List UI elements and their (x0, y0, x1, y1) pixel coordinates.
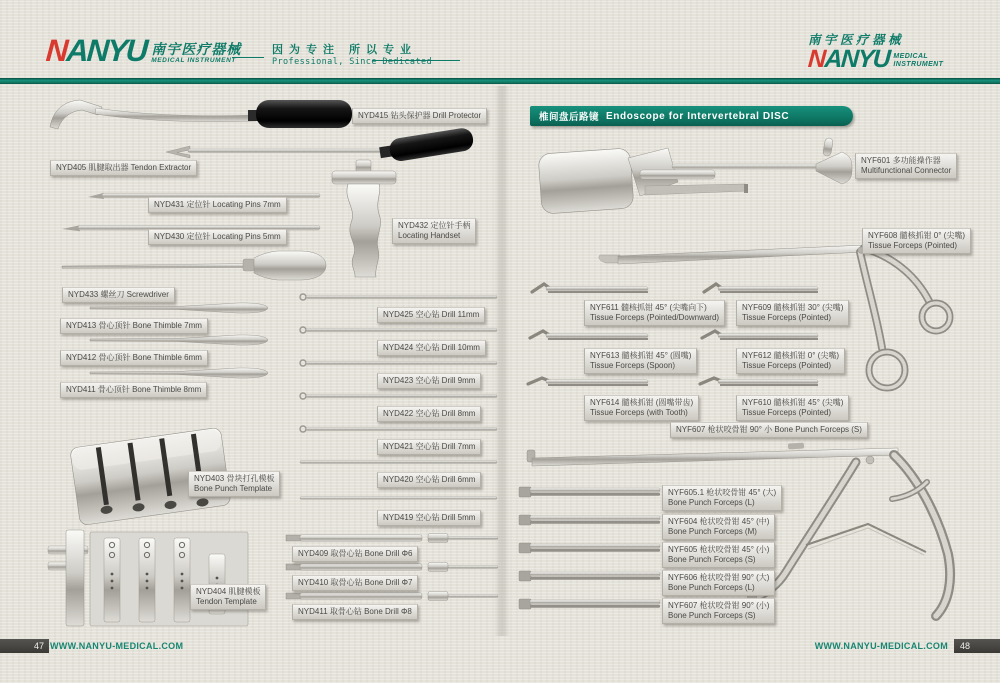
hollow-drill-9mm-instrument (300, 360, 497, 366)
label-nyd430: NYD430 定位针 Locating Pins 5mm (148, 229, 287, 245)
brand-sub1: MEDICAL (893, 53, 929, 60)
hollow-drill-6mm-instrument (300, 460, 497, 463)
drill-protector-instrument (50, 100, 352, 129)
label-line1: NYF605.1 枪状咬骨钳 45° (大) (668, 488, 777, 497)
bone-punch-shaft (519, 487, 660, 497)
bone-punch-shaft (519, 599, 660, 609)
label-line2: Bone Punch Template (194, 484, 273, 493)
hollow-drill-10mm-instrument (300, 327, 497, 333)
label-line2: Tendon Template (196, 597, 257, 606)
label-line2: Multifunctional Connector (861, 166, 952, 175)
label-nyf611 (584, 300, 725, 326)
label-line1: NYF612 髓核抓钳 0° (尖嘴) (742, 351, 839, 360)
website-right: WWW.NANYU-MEDICAL.COM (814, 641, 948, 651)
brand-sub2: INSTRUMENT (893, 61, 944, 68)
label-line1: NYF606 枪状咬骨钳 90° (大) (668, 573, 770, 582)
banner-chinese: 椎间盘后路镜 (539, 112, 600, 123)
section-banner (530, 106, 853, 126)
label-nyf609 (736, 300, 849, 326)
label-line2: Bone Punch Forceps (M) (668, 527, 757, 536)
hollow-drill-7mm-instrument (300, 426, 497, 432)
label-nyd405: NYD405 肌腱取出器 Tendon Extractor (50, 160, 197, 176)
label-line1: NYF610 髓核抓钳 45° (尖嘴) (742, 398, 844, 407)
label-nyd422: NYD422 空心钻 Drill 8mm (377, 406, 481, 422)
label-nyd409: NYD409 取骨心钻 Bone Drill Φ6 (292, 546, 418, 562)
label-nyd423: NYD423 空心钻 Drill 9mm (377, 373, 481, 389)
label-nyf613 (584, 348, 697, 374)
tissue-forceps-tip (702, 331, 818, 340)
brand-first-letter: N (44, 33, 68, 68)
label-line1: NYF611 髓核抓钳 45° (尖嘴向下) (590, 303, 707, 312)
label-line2: Bone Punch Forceps (S) (668, 611, 756, 620)
bone-punch-shaft (519, 571, 660, 581)
label-line1: NYF605 枪状咬骨钳 45° (小) (668, 545, 770, 554)
hollow-drill-11mm-instrument (300, 294, 497, 300)
locating-handset-instrument (332, 160, 396, 277)
label-line2: Bone Punch Forceps (L) (668, 498, 755, 507)
label-nyd420: NYD420 空心钻 Drill 6mm (377, 472, 481, 488)
tissue-forceps-tip (532, 284, 648, 293)
bone-drill-6-instrument (286, 534, 498, 543)
bone-drill-8-instrument (286, 592, 498, 601)
label-nyd413: NYD413 骨心顶针 Bone Thimble 7mm (60, 318, 208, 334)
label-nyf607-s: NYF607 枪状咬骨钳 90° 小 Bone Punch Forceps (S) (670, 422, 868, 438)
label-nyf610 (736, 395, 849, 421)
brand-rest: ANYU (65, 33, 148, 68)
label-line1: NYD404 肌腱模板 (196, 587, 261, 596)
label-nyd411: NYD411 骨心顶针 Bone Thimble 8mm (60, 382, 207, 398)
brand-rest-right: ANYU (823, 45, 891, 73)
label-nyd424: NYD424 空心钻 Drill 10mm (377, 340, 486, 356)
label-nyd432 (392, 218, 476, 244)
label-nyd433: NYD433 螺丝刀 Screwdriver (62, 287, 175, 303)
label-nyf608 (862, 228, 971, 254)
brand-first-letter-right: N (807, 45, 826, 73)
label-nyd425: NYD425 空心钻 Drill 11mm (377, 307, 485, 323)
brand-chinese: 南宇医疗器械 (151, 41, 242, 57)
label-line1: NYD403 骨块打孔模板 (194, 474, 275, 483)
banner-english: Endoscope for Intervertebral DISC (606, 110, 790, 122)
tissue-forceps-tip (528, 378, 648, 386)
tissue-forceps-tip (700, 378, 818, 386)
label-nyd431: NYD431 定位针 Locating Pins 7mm (148, 197, 287, 213)
label-nyf601 (855, 153, 957, 179)
label-line1: NYF608 髓核抓钳 0° (尖嘴) (868, 231, 965, 240)
screwdriver-instrument (62, 251, 326, 280)
label-line1: NYF614 髓核抓钳 (圆嘴带齿) (590, 398, 694, 407)
label-nyf604 (662, 514, 775, 540)
label-nyf605 (662, 542, 775, 568)
hollow-drill-5mm-instrument (300, 497, 497, 500)
label-line1: NYF613 髓核抓钳 45° (圆嘴) (590, 351, 692, 360)
label-nyf607-b (662, 598, 775, 624)
tagline-english: Professional, Since Dedicated (272, 57, 433, 67)
label-line1: NYF607 枪状咬骨钳 90° (小) (668, 601, 770, 610)
bone-punch-shaft (519, 515, 660, 525)
multifunctional-connector-instrument (538, 137, 852, 214)
label-nyf605-1 (662, 485, 782, 511)
brand-subtitle: MEDICAL INSTRUMENT (151, 57, 236, 64)
label-line2: Bone Punch Forceps (L) (668, 583, 755, 592)
label-line2: Bone Punch Forceps (S) (668, 555, 756, 564)
bone-thimble-6mm-instrument (90, 335, 268, 345)
tissue-forceps-tip (530, 331, 648, 340)
label-line2: Tissue Forceps (Spoon) (590, 361, 676, 370)
label-nyd410: NYD410 取骨心钻 Bone Drill Φ7 (292, 575, 418, 591)
tagline-chinese: 因为专注 所以专业 (272, 44, 418, 56)
page-number-left: 47 (0, 639, 49, 653)
label-nyd421: NYD421 空心钻 Drill 7mm (377, 439, 481, 455)
label-line2: Tissue Forceps (Pointed) (868, 241, 958, 250)
label-line1: NYD432 定位针手柄 (398, 221, 471, 230)
label-nyd412: NYD412 骨心顶针 Bone Thimble 6mm (60, 350, 208, 366)
label-line1: NYF601 多功能操作器 (861, 156, 941, 165)
label-line1: NYF609 髓核抓钳 30° (尖嘴) (742, 303, 844, 312)
website-left: WWW.NANYU-MEDICAL.COM (50, 641, 184, 651)
label-nyd404 (190, 584, 266, 610)
tissue-forceps-tip (704, 284, 818, 293)
label-nyd403 (188, 471, 280, 497)
label-nyd415: NYD415 钻头保护器 Drill Protector (352, 108, 487, 124)
bone-drill-7-instrument (286, 563, 498, 572)
brand-chinese-right: 南宇医疗器械 (808, 33, 905, 47)
bone-thimble-7mm-instrument (90, 303, 268, 313)
label-nyf606 (662, 570, 775, 596)
label-line2: Tissue Forceps (Pointed) (742, 361, 832, 370)
label-line2: Tissue Forceps (Pointed) (742, 408, 832, 417)
label-nyd419: NYD419 空心钻 Drill 5mm (377, 510, 481, 526)
hollow-drill-8mm-instrument (300, 393, 497, 399)
page-number-right: 48 (954, 639, 1000, 653)
label-nyd411-drill: NYD411 取骨心钻 Bone Drill Φ8 (292, 604, 418, 620)
label-line2: Tissue Forceps (with Tooth) (590, 408, 688, 417)
bone-thimble-8mm-instrument (90, 368, 268, 378)
label-line1: NYF604 枪状咬骨钳 45° (中) (668, 517, 770, 526)
label-line2: Locating Handset (398, 231, 461, 240)
label-line2: Tissue Forceps (Pointed/Downward) (590, 313, 720, 322)
tendon-template-instrument (48, 530, 248, 626)
label-line2: Tissue Forceps (Pointed) (742, 313, 832, 322)
tendon-extractor-instrument (166, 127, 475, 164)
label-nyf614 (584, 395, 699, 421)
bone-punch-shaft (519, 543, 660, 553)
label-nyf612 (736, 348, 845, 374)
